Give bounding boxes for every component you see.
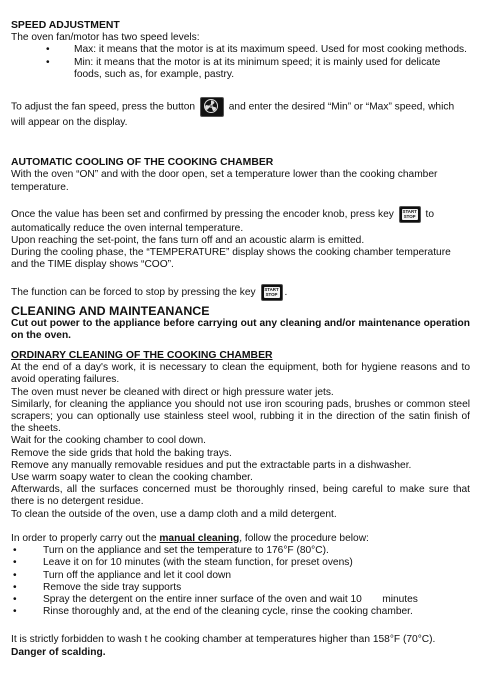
ordinary-cleaning-title: ORDINARY CLEANING OF THE COOKING CHAMBER [11,350,273,362]
cleaning-title: CLEANING AND MAINTEANANCE [11,303,210,318]
cleaning-paragraph: The oven must never be cleaned with direct or high pressure water jets. [11,386,334,398]
key-label-start: START [402,209,417,215]
start-stop-key-icon [261,284,283,301]
list-item: • Turn on the appliance and set the temperature to 176°F (80°C). [11,545,470,557]
cooling-key-paragraph [11,206,470,235]
cooling-key-text-end: to automatically reduce the oven internal temperature. [11,209,435,234]
cooling-paragraph: With the oven “ON” and with the door open, set a temperature lower than the cooking chamber temperature. [11,169,438,193]
list-item: • Leave it on for 10 minutes (with the steam function, for preset ovens) [11,557,470,569]
manual-cleaning-label: manual cleaning [159,532,240,544]
danger-note: Danger of scalding. [11,646,106,658]
start-stop-key-icon [399,206,421,223]
key-label-start: START [264,287,279,293]
manual-cleaning-steps [11,545,470,618]
speed-adjust-text: To adjust the fan speed, press the button [11,101,196,113]
cleaning-paragraph: Wait for the cooking chamber to cool down. [11,435,206,447]
forbidden-note: It is strictly forbidden to wash t he cooking chamber at temperatures higher than 158°F (70°C). [11,634,436,646]
cleaning-paragraph: At the end of a day's work, it is necessary to clean the equipment, both for hygiene reasons and to avoid operating failures. [11,362,470,386]
manual-cleaning-text-end: , follow the procedure below: [239,532,369,544]
cleaning-warning: Cut out power to the appliance before carrying out any cleaning and/or maintenance operation on the oven. [11,317,470,341]
speed-list [11,44,470,81]
list-item: • Rinse thoroughly and, at the end of the cleaning cycle, rinse the cooking chamber. [11,606,470,618]
cooling-stop-text: The function can be forced to stop by pressing the key [11,286,256,298]
speed-adjust-text-end: and enter the desired “Min” or “Max” speed, which will appear on the display. [11,101,455,129]
cleaning-paragraph: To clean the outside of the oven, use a damp cloth and a mild detergent. [11,508,337,520]
cooling-paragraph: Upon reaching the set-point, the fans turn off and an acoustic alarm is emitted. [11,235,365,247]
cooling-stop-text-end: . [284,286,288,298]
list-item: • Min: it means that the motor is at its minimum speed; it is mainly used for delicate foods, such as, for example, pastry. [11,57,470,81]
cleaning-paragraph: Use warm soapy water to clean the cooking chamber. [11,472,253,484]
manual-cleaning-text: In order to properly carry out the [11,532,157,544]
cleaning-paragraph: Similarly, for cleaning the appliance you should not use iron scouring pads, brushes or common steel scrapers; you can optionally use stainless steel wool, rubbing it in the direction of the satin finish of the sheets. [11,398,470,435]
cleaning-paragraph: Remove the side grids that hold the baking trays. [11,447,232,459]
cooling-key-text: Once the value has been set and confirmed by pressing the encoder knob, press key [11,209,394,221]
cleaning-paragraph: Remove any manually removable residues and put the extractable parts in a dishwasher. [11,459,412,471]
key-label-stop: STOP [403,214,416,220]
speed-title: SPEED ADJUSTMENT [11,20,120,31]
key-label-stop: STOP [265,292,278,298]
speed-adjust-paragraph [11,97,470,129]
list-item: • Max: it means that the motor is at its maximum speed. Used for most cooking methods. [11,44,470,56]
cleaning-paragraph: Afterwards, all the surfaces concerned must be thoroughly rinsed, being careful to make sure that there is no detergent residue. [11,484,470,508]
list-item: • Turn off the appliance and let it cool down [11,570,470,582]
manual-cleaning-intro [11,533,470,545]
list-item: • Spray the detergent on the entire inner surface of the oven and wait 10 minutes [11,594,470,606]
speed-intro: The oven fan/motor has two speed levels: [11,32,200,44]
cooling-paragraph: During the cooling phase, the “TEMPERATURE” display shows the cooking chamber temperature and the TIME display shows “COO”. [11,247,451,271]
cooling-title: AUTOMATIC COOLING OF THE COOKING CHAMBER [11,157,274,169]
fan-icon [200,97,224,117]
list-item: • Remove the side tray supports [11,582,470,594]
cooling-stop-paragraph [11,284,470,301]
